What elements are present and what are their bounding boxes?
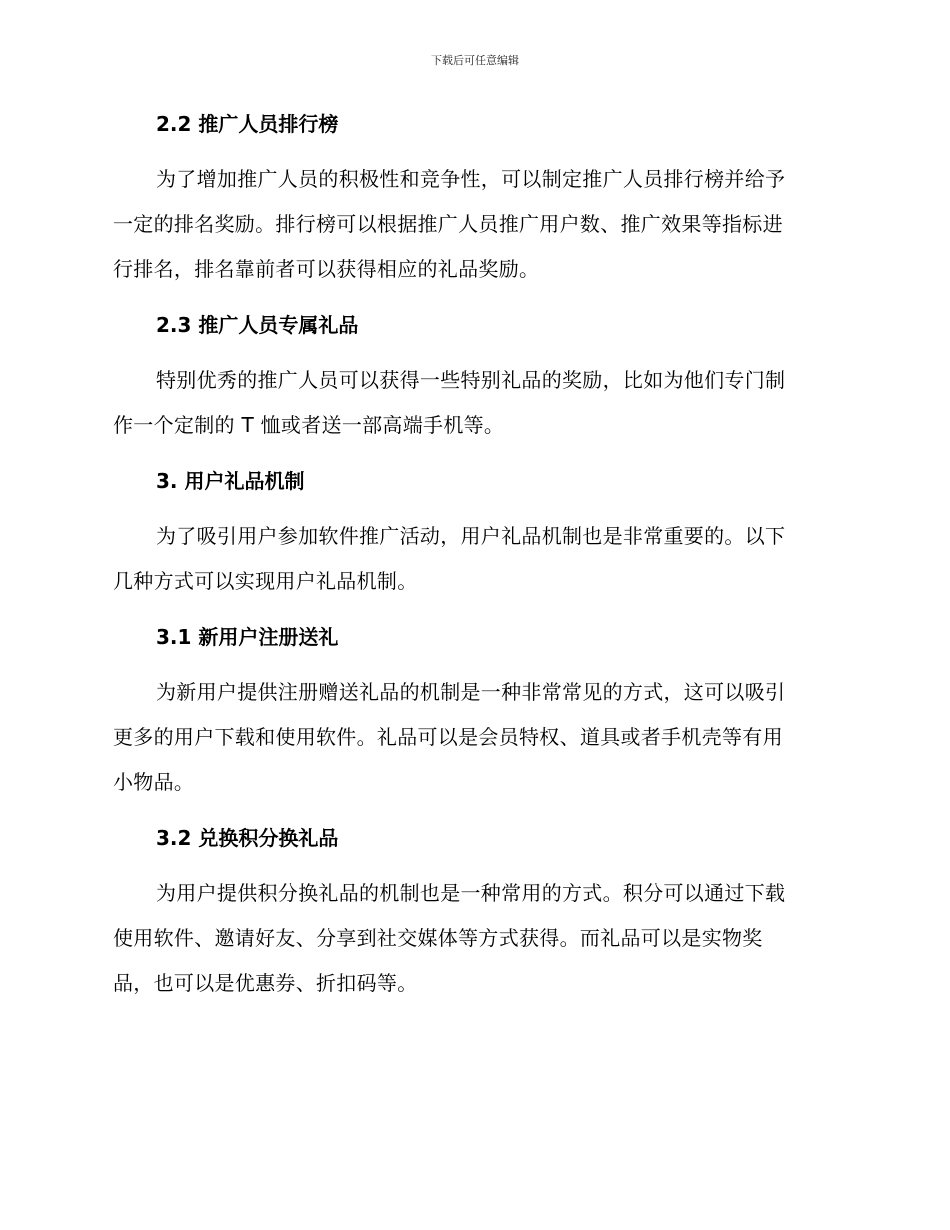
- section-heading-3-1: 3.1 新用户注册送礼: [156, 625, 339, 649]
- section-paragraph-3-1: [113, 670, 833, 805]
- paragraph-line: 几种方式可以实现用户礼品机制。: [113, 569, 418, 593]
- section-paragraph-3-2: [113, 871, 833, 1006]
- paragraph-line: 小物品。: [113, 770, 195, 794]
- paragraph-line: 为了增加推广人员的积极性和竞争性，可以制定推广人员排行榜并给予: [156, 167, 786, 191]
- page-header: 下载后可任意编辑: [431, 54, 519, 67]
- paragraph-line: 使用软件、邀请好友、分享到社交媒体等方式获得。而礼品可以是实物奖: [113, 926, 763, 950]
- paragraph-line: 更多的用户下载和使用软件。礼品可以是会员特权、道具或者手机壳等有用: [113, 725, 783, 749]
- paragraph-line: 特别优秀的推广人员可以获得一些特别礼品的奖励，比如为他们专门制: [156, 368, 786, 392]
- paragraph-line: 品，也可以是优惠券、折扣码等。: [113, 971, 418, 995]
- paragraph-line: 为新用户提供注册赠送礼品的机制是一种非常常见的方式，这可以吸引: [156, 680, 786, 704]
- paragraph-line: 一定的排名奖励。排行榜可以根据推广人员推广用户数、推广效果等指标进: [113, 212, 783, 236]
- section-paragraph-3: [113, 514, 833, 604]
- section-heading-3-2: 3.2 兑换积分换礼品: [156, 826, 339, 850]
- paragraph-line: 行排名，排名靠前者可以获得相应的礼品奖励。: [113, 257, 540, 281]
- section-heading-3: 3. 用户礼品机制: [156, 469, 305, 493]
- section-heading-2-3: 2.3 推广人员专属礼品: [156, 313, 359, 337]
- paragraph-line: 为用户提供积分换礼品的机制也是一种常用的方式。积分可以通过下载: [156, 881, 786, 905]
- paragraph-line: 作一个定制的 T 恤或者送一部高端手机等。: [113, 413, 505, 437]
- paragraph-line: 为了吸引用户参加软件推广活动，用户礼品机制也是非常重要的。以下: [156, 524, 786, 548]
- section-paragraph-2-3: [113, 358, 833, 448]
- document-body: [113, 110, 833, 1025]
- section-heading-2-2: 2.2 推广人员排行榜: [156, 112, 339, 136]
- section-paragraph-2-2: [113, 157, 833, 292]
